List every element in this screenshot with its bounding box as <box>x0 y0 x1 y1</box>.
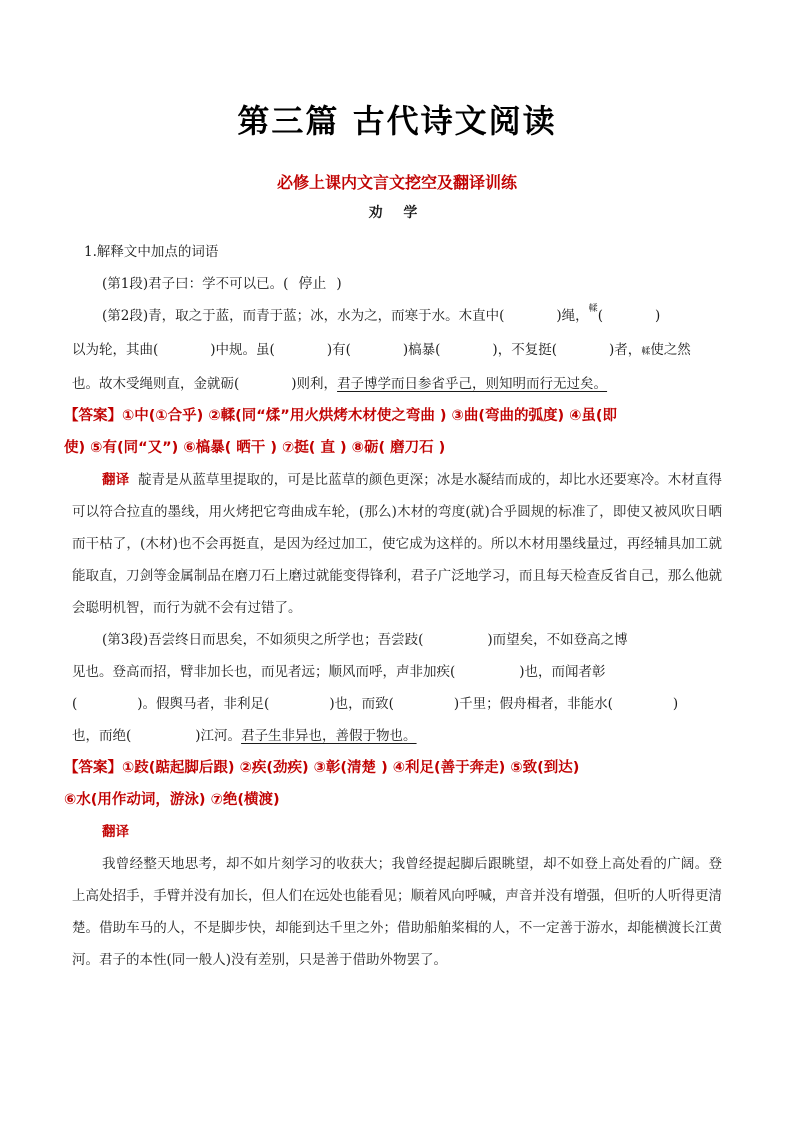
para2-line3 <box>72 368 722 400</box>
translation-1 <box>72 464 722 624</box>
para3-line2 <box>72 656 722 688</box>
para1-pre: (第1段)君子曰：学不可以已。( <box>102 276 289 292</box>
answer2-line1: ①跂(踮起脚后跟) ②疾(劲疾) ③彰(清楚 ) ④利足(善于奔走) ⑤致(到达) <box>122 760 580 776</box>
para2-l2-seg: )者， <box>608 342 642 358</box>
content <box>64 236 723 976</box>
answer1-line2: 使) ⑤有(同“又”) ⑥槁暴( 晒干 ) ⑦挺( 直 ) ⑧砺( 磨刀石 ) <box>64 440 446 456</box>
para2-l2-seg: 以为轮，其曲( <box>72 342 159 358</box>
rou-char: 輮 <box>588 304 598 314</box>
para3-l4-mid: )江河。 <box>195 728 242 744</box>
para3-line4 <box>72 720 722 752</box>
answer2-line2: ⑥水(用作动词，游泳) ⑦绝(横渡) <box>64 792 280 808</box>
para3-line3 <box>72 688 722 720</box>
para3-underlined-sentence: 君子生非异也，善假于物也。 <box>241 728 417 744</box>
answer1-line2-wrap <box>64 432 722 464</box>
translation-2-label-line <box>72 816 722 848</box>
para2-line2 <box>72 334 722 368</box>
para3-l3-seg: ( <box>72 696 78 712</box>
answer-block-2 <box>64 752 722 784</box>
answer-tag: 【答案】 <box>64 408 122 424</box>
para3-l1-seg: (第3段)吾尝终日而思矣，不如须臾之所学也；吾尝跂( <box>102 632 424 648</box>
para3-l4-pre: 也，而绝( <box>72 728 132 744</box>
translation-label: 翻译 <box>102 824 129 840</box>
answer1-line1: ①中(①合乎) ②輮(同“煣”用火烘烤木材使之弯曲 ) ③曲(弯曲的弧度) ④虽(即 <box>122 408 618 424</box>
subtitle: 必修上课内文言文挖空及翻译训练 <box>276 173 517 192</box>
translation-label: 翻译 <box>102 472 130 488</box>
para2-l1-seg: ( <box>597 308 603 324</box>
translation1-text: 靛青是从蓝草里提取的，可是比蓝草的颜色更深；冰是水凝结而成的，却比水还要寒冷。木材直得可以符合拉直的墨线，用火烤把它弯曲成车轮，(那么)木材的弯度(就)合乎圆规的标准了，即使又被风吹日晒而干枯了，(木材)也不会再挺直，是因为经过加工，使它成为这样的。所以木材用墨线量过，再经辅具加工就能取直，刀剑等金属制品在磨刀石上磨过就能变得锋利，君子广泛地学习，而且每天检查反省自己，那么他就会聪明机智，而行为就不会有过错了。 <box>72 472 723 616</box>
para2-l2-seg: )中规。虽( <box>210 342 275 358</box>
para1-answer: 停止 <box>298 276 327 292</box>
translation2-text: 我曾经整天地思考，却不如片刻学习的收获大；我曾经提起脚后跟眺望，却不如登上高处看的广阔。登上高处招手，手臂并没有加长，但人们在远处也能看见；顺着风向呼喊，声音并没有增强，但听的人听得更清楚。借助车马的人，不是脚步快，却能到达千里之外；借助船舶桨楫的人，不一定善于游水，却能横渡长江黄河。君子的本性(同一般人)没有差别，只是善于借助外物罢了。 <box>72 856 722 968</box>
rou-char: 輮 <box>641 347 651 357</box>
question-heading <box>72 236 722 268</box>
essay-title: 劝 学 <box>368 205 426 221</box>
para3-l3-seg: )。假舆马者，非利足( <box>137 696 270 712</box>
para2-line1 <box>72 300 722 334</box>
para2-l3-pre: 也。故木受绳则直，金就砺( <box>72 376 240 392</box>
para3-l3-seg: )千里；假舟楫者，非能水( <box>453 696 613 712</box>
para2-l2-seg: 使之然 <box>650 342 691 358</box>
para2-l1-seg: )绳， <box>556 308 589 324</box>
para1-post: ) <box>336 276 342 292</box>
para3-l2-seg: 见也。登高而招，臂非加长也，而见者远；顺风而呼，声非加疾( <box>72 664 456 680</box>
para3-l1-seg: )而望矣，不如登高之博 <box>487 632 628 648</box>
answer-tag: 【答案】 <box>64 760 122 776</box>
answer2-line2-wrap <box>64 784 722 816</box>
para2-l3-mid: )则利， <box>291 376 338 392</box>
para2-l1-seg: (第2段)青，取之于蓝，而青于蓝；冰，水为之，而寒于水。木直中( <box>102 308 505 324</box>
para3-l3-seg: )也，而致( <box>329 696 394 712</box>
para3-line1 <box>72 624 722 656</box>
para2-l2-seg: )，不复挺( <box>492 342 557 358</box>
para3-l3-seg: ) <box>672 696 679 712</box>
main-title: 第三篇 古代诗文阅读 <box>237 102 557 140</box>
para2-underlined-sentence: 君子博学而日参省乎己，则知明而行无过矣。 <box>337 376 608 392</box>
translation-2 <box>72 848 722 976</box>
para2-l2-seg: )槁暴( <box>402 342 441 358</box>
para2-l2-seg: )有( <box>326 342 351 358</box>
answer-block-1 <box>64 400 722 432</box>
para1-line <box>72 268 722 300</box>
para2-l1-seg: ) <box>654 308 661 324</box>
q1-heading: 1.解释文中加点的词语 <box>84 244 219 260</box>
para3-l2-seg: )也，而闻者彰 <box>519 664 606 680</box>
